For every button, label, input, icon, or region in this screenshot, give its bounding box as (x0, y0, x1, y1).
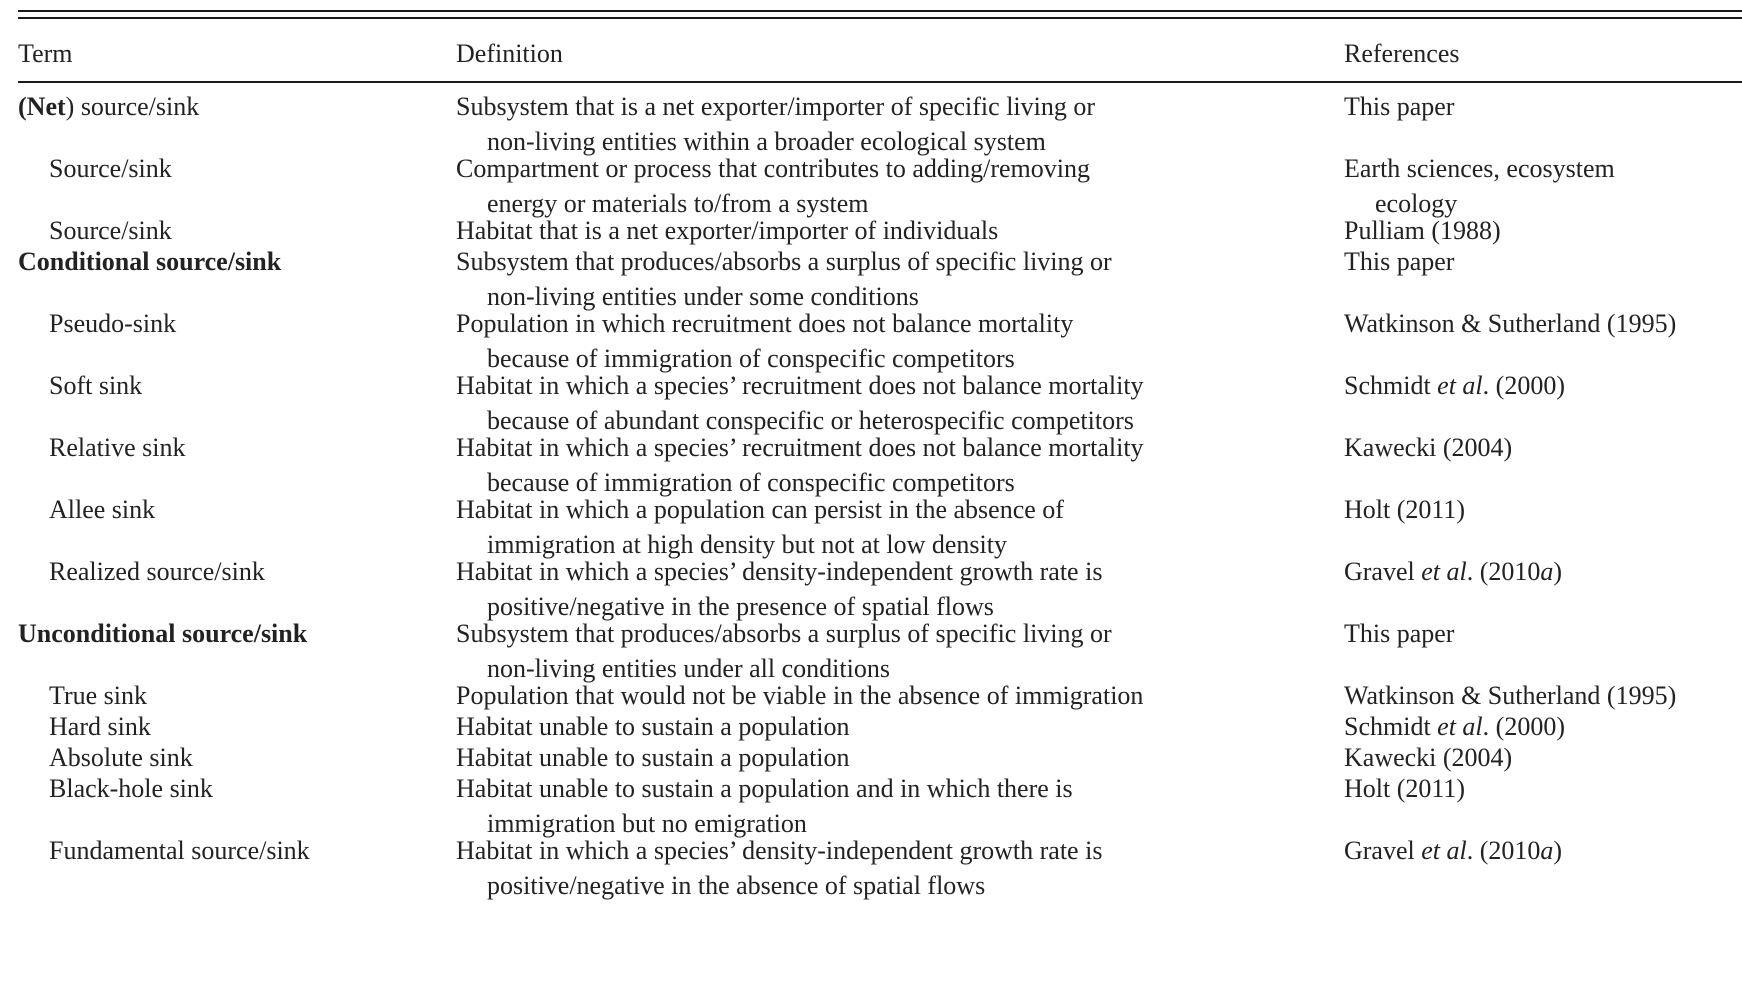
reference-cell: Watkinson & Sutherland (1995) (1344, 309, 1677, 338)
definition-cell: Habitat unable to sustain a population and in which there is immigration but no emigration (456, 774, 1073, 838)
term-cell: Pseudo-sink (49, 309, 177, 338)
header-references: References (1344, 39, 1460, 68)
header-term: Term (18, 39, 73, 68)
reference-cell: This paper (1344, 247, 1455, 276)
term-cell: (Net) source/sink (18, 92, 200, 121)
definition-cell: Habitat in which a species’ recruitment does not balance mortality because of immigration of conspecific competitors (456, 433, 1144, 497)
term-cell: Hard sink (49, 712, 151, 741)
term-cell: Relative sink (49, 433, 186, 462)
reference-cell: This paper (1344, 619, 1455, 648)
definition-cell: Subsystem that is a net exporter/importer of specific living or non-living entities within a broader ecological system (456, 92, 1096, 156)
reference-cell: Holt (2011) (1344, 774, 1466, 803)
term-cell: Allee sink (49, 495, 156, 524)
definition-cell: Habitat that is a net exporter/importer of individuals (456, 216, 999, 245)
term-cell: Fundamental source/sink (49, 836, 310, 865)
reference-cell: This paper (1344, 92, 1455, 121)
definition-cell: Subsystem that produces/absorbs a surplus of specific living or non-living entities under all conditions (456, 619, 1112, 683)
term-cell: Source/sink (49, 216, 172, 245)
definition-cell: Population that would not be viable in the absence of immigration (456, 681, 1144, 710)
header-rule (18, 81, 1742, 83)
definition-cell: Compartment or process that contributes to adding/removing energy or materials to/from a system (456, 154, 1090, 218)
reference-cell: Kawecki (2004) (1344, 743, 1513, 772)
term-cell: Realized source/sink (49, 557, 265, 586)
top-rule (18, 10, 1742, 12)
definition-cell: Habitat unable to sustain a population (456, 712, 850, 741)
reference-cell: Schmidt et al. (2000) (1344, 371, 1565, 400)
term-cell: Source/sink (49, 154, 172, 183)
reference-cell: Gravel et al. (2010a) (1344, 557, 1563, 586)
top-rule-second (18, 17, 1742, 19)
reference-cell: Watkinson & Sutherland (1995) (1344, 681, 1677, 710)
definition-cell: Habitat in which a population can persist in the absence of immigration at high density but not at low density (456, 495, 1064, 559)
definition-cell: Habitat unable to sustain a population (456, 743, 850, 772)
term-cell: Black-hole sink (49, 774, 213, 803)
term-cell: Soft sink (49, 371, 143, 400)
definition-cell: Habitat in which a species’ density-independent growth rate is positive/negative in the presence of spatial flows (456, 557, 1103, 621)
reference-cell: Pulliam (1988) (1344, 216, 1501, 245)
term-cell: Conditional source/sink (18, 247, 282, 276)
definition-cell: Habitat in which a species’ recruitment does not balance mortality because of abundant conspecific or heterospecific competitors (456, 371, 1144, 435)
term-cell: True sink (49, 681, 148, 710)
reference-cell: Holt (2011) (1344, 495, 1466, 524)
term-cell: Unconditional source/sink (18, 619, 308, 648)
definition-cell: Habitat in which a species’ density-independent growth rate is positive/negative in the absence of spatial flows (456, 836, 1103, 900)
definition-cell: Subsystem that produces/absorbs a surplus of specific living or non-living entities under some conditions (456, 247, 1112, 311)
term-cell: Absolute sink (49, 743, 193, 772)
reference-cell: Earth sciences, ecosystem ecology (1344, 154, 1615, 218)
reference-cell: Kawecki (2004) (1344, 433, 1513, 462)
reference-cell: Gravel et al. (2010a) (1344, 836, 1563, 865)
definition-cell: Population in which recruitment does not balance mortality because of immigration of conspecific competitors (456, 309, 1074, 373)
header-definition: Definition (456, 39, 563, 68)
reference-cell: Schmidt et al. (2000) (1344, 712, 1565, 741)
